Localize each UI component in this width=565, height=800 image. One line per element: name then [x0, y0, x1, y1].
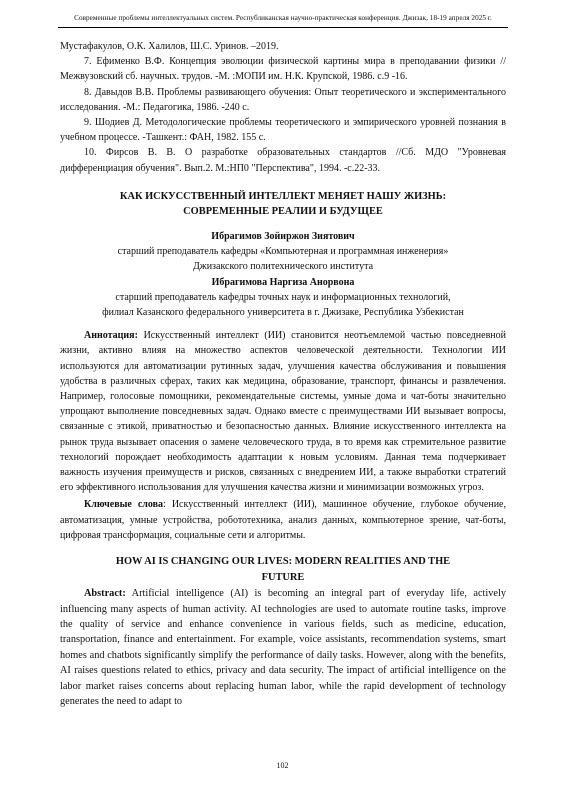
english-title-line: HOW AI IS CHANGING OUR LIVES: MODERN REALITIES AND THE	[115, 556, 451, 568]
abstract-en-text: Artificial intelligence (AI) is becoming an integral part of everyday life, actively influencing many aspects of human activity. AI technologies are used to automate routine tasks, improve the quality of service and enhance convenience in various fields, such as medicine, education, transportation, finance and entertainment. For example, voice assistants, recommendation systems, smart homes and chatbots significantly simplify the performance of daily tasks. However, along with the benefits, AI raises questions related to ethics, privacy and data security. The impact of artificial intelligence on the labor market raises concerns about replacing human labor, while the rapid development of technology generates the need to adapt to	[60, 588, 506, 708]
keywords-text: : Искусственный интеллект (ИИ), машинное обучение, глубокое обучение, автоматизация, умные устройства, робототехника, анализ данных, компьютерное зрение, чат-боты, цифровая трансформация, социальные сети и алгоритмы.	[60, 499, 506, 541]
article-title	[60, 189, 506, 220]
reference-item: 9. Шодиев Д. Методологические проблемы теоретического и эмпирического уровней познания в учебном процессе. -Ташкент.: ФАН, 1982. 155 с.	[60, 117, 506, 144]
author-affiliation: филиал Казанского федерального университета в г. Джизаке, Республика Узбекистан	[102, 307, 464, 319]
english-title	[60, 554, 506, 585]
page-body	[60, 39, 506, 710]
author-name: Ибрагимов Зойиржон Зиятович	[211, 231, 355, 243]
abstract-text: Искусственный интеллект (ИИ) становится неотъемлемой частью повседневной жизни, активно влияя на множество аспектов человеческой деятельности. Технологии ИИ используются для автоматизации рутинных задач, улучшения качества обслуживания и повышения удобства в различных сферах, таких как медицина, образование, транспорт, финансы и развлечения. Например, голосовые помощники, рекомендательные системы, умные дома и чат-боты значительно упрощают выполнение повседневных задач. Однако вместе с преимуществами ИИ вызывает вопросы, связанные с этикой, приватностью и безопасностью данных. Влияние искусственного интеллекта на рынок труда вызывает опасения о замене человеческого труда, в то время как стремительное развитие технологий порождает необходимость адаптации к новым условиям. Данная тема подчеркивает важность изучения преимуществ и рисков, связанных с внедрением ИИ, а также выработки стратегий его эффективного использования для улучшения качества жизни и минимизации возможных угроз.	[60, 330, 506, 494]
author-affiliation: старший преподаватель кафедры «Компьютерная и программная инженерия»	[117, 246, 449, 258]
reference-list	[60, 39, 506, 176]
reference-item: 8. Давыдов В.В. Проблемы развивающего обучения: Опыт теоретического и экспериментального исследования. -М.: Педагогика, 1986. -240 с.	[60, 86, 506, 113]
reference-item: 10. Фирсов В. В. О разработке образовательных стандартов //Сб. МДО "Уровневая дифференциация обучения". Вып.2. М.:НП0 "Перспектива", 1994. -с.22-33.	[60, 147, 506, 174]
english-title-line: FUTURE	[261, 571, 305, 583]
abstract-ru	[60, 328, 506, 495]
article-title-line: КАК ИСКУССТВЕННЫЙ ИНТЕЛЛЕКТ МЕНЯЕТ НАШУ ЖИЗНЬ:	[119, 190, 447, 202]
abstract-en	[60, 586, 506, 709]
abstract-en-label: Abstract:	[84, 588, 126, 600]
header-divider	[58, 27, 508, 28]
reference-item: 7. Ефименко В.Ф. Концепция эволюции физической картины мира в преподавании физики // Межвузовский сб. научных. трудов. -М. :МОПИ им. Н.К. Крупской, 1986. с.9 -16.	[60, 56, 506, 83]
article-title-line: СОВРЕМЕННЫЕ РЕАЛИИ И БУДУЩЕЕ	[183, 206, 383, 218]
keywords-label: Ключевые слова	[84, 499, 164, 511]
keywords	[60, 497, 506, 543]
reference-item: Мустафакулов, О.К. Халилов, Ш.С. Уринов. –2019.	[60, 41, 279, 52]
running-header: Современные проблемы интеллектуальных систем. Республиканская научно-практическая конференция. Джизак, 18-19 апреля 2025 г.	[74, 14, 492, 22]
author-block	[60, 229, 506, 320]
author-name: Ибрагимова Наргиза Анорвона	[211, 276, 355, 288]
page-number: 102	[276, 761, 289, 770]
author-affiliation: старший преподаватель кафедры точных наук и информационных технологий,	[115, 291, 451, 303]
author-affiliation: Джизакского политехнического института	[192, 261, 374, 273]
abstract-label: Аннотация:	[84, 330, 138, 342]
